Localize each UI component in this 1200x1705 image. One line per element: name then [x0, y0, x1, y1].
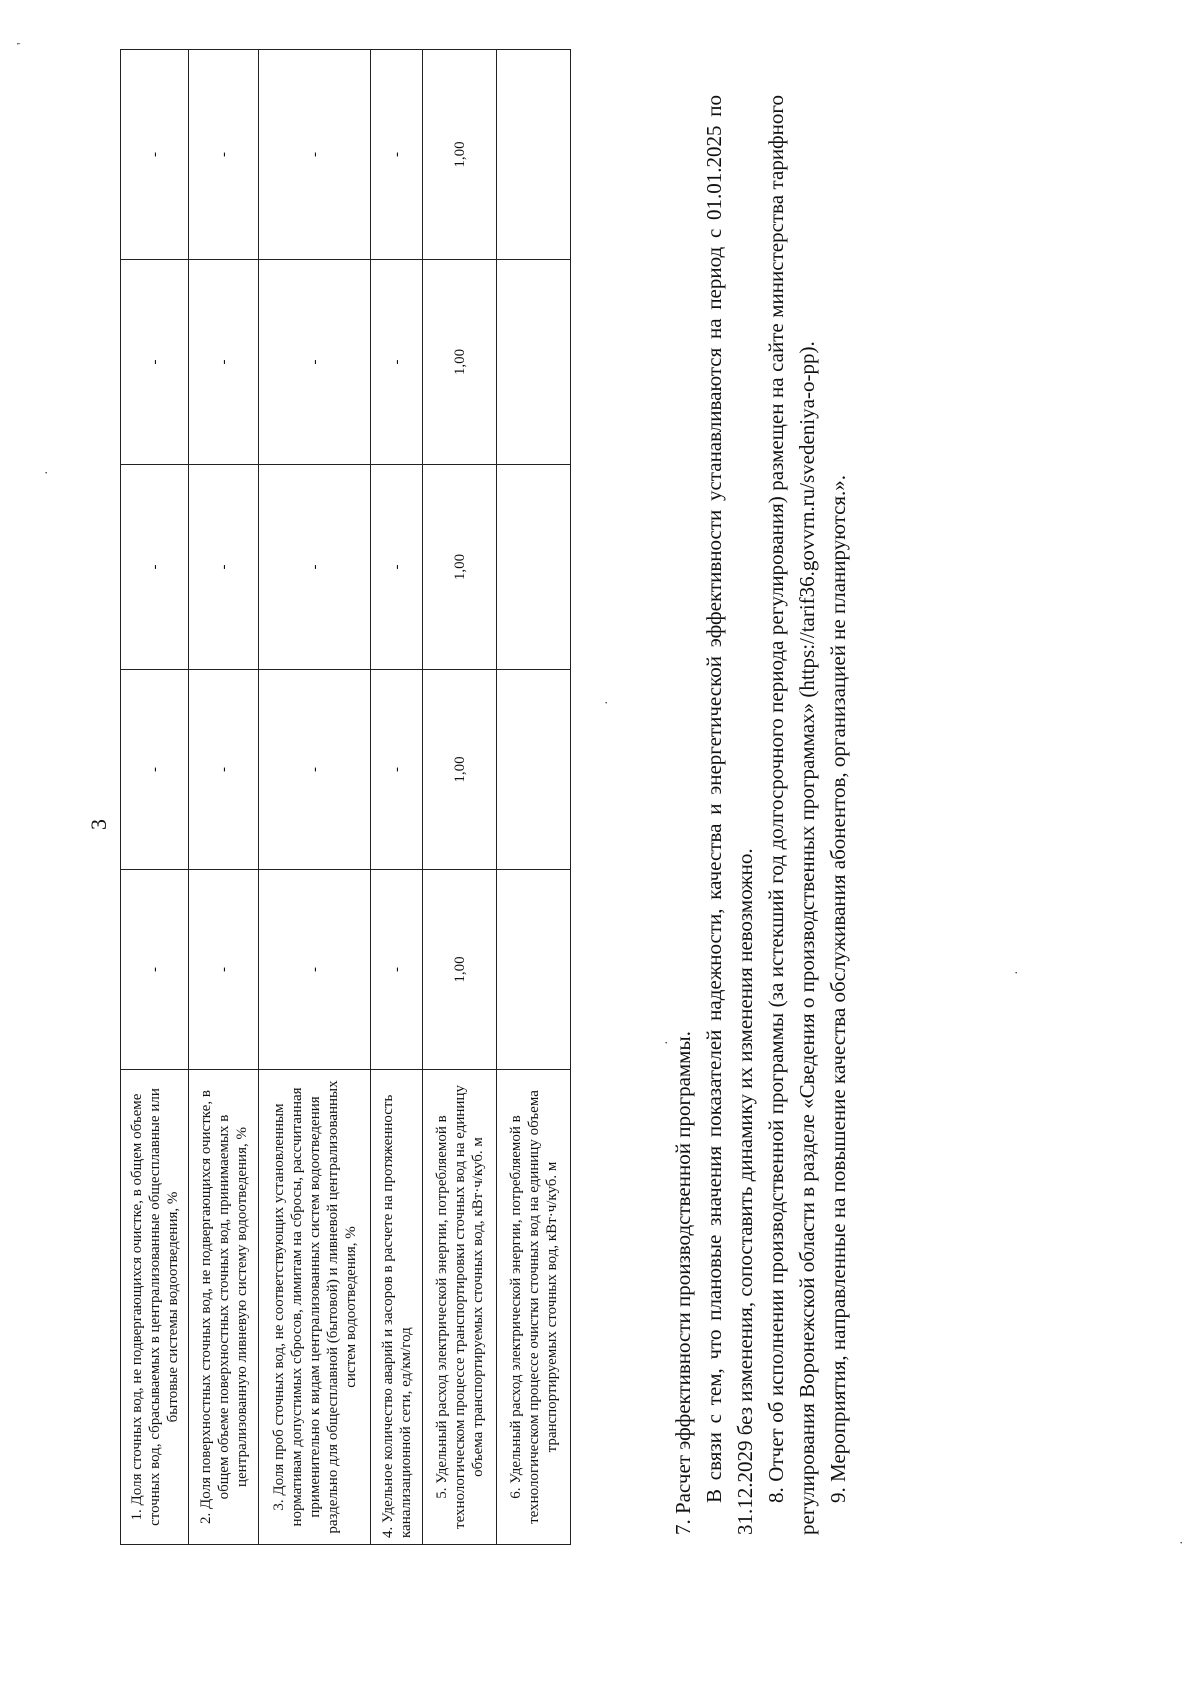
indicators-table	[120, 49, 571, 1545]
section-7-body: В связи с тем, что плановые значения показателей надежности, качества и энергетической эффективности устанавливаются на период с 01.01.2025 по 31.12.2029 без изменения, сопоставить динамику их изменения невозможно.	[702, 95, 757, 1535]
indicator-value: -	[121, 670, 189, 870]
indicator-value: 1,00	[423, 465, 497, 670]
indicator-label: 3. Доля проб сточных вод, не соответствующих установленным нормативам допустимых сбросов, лимитам на сбросы, рассчитанная применительно к видам централизованных систем водоотведения раздельно для общесплавной (бытовой) и ливневой централизованных систем водоотведения, %	[259, 1070, 371, 1545]
indicator-value	[497, 465, 571, 670]
table-row	[189, 50, 259, 1545]
indicator-value: -	[371, 670, 423, 870]
indicator-value: -	[371, 870, 423, 1070]
table-row	[121, 50, 189, 1545]
indicator-value: -	[259, 870, 371, 1070]
table-row	[371, 50, 423, 1545]
indicator-value	[497, 260, 571, 465]
indicator-value: 1,00	[423, 50, 497, 260]
indicator-value: -	[371, 260, 423, 465]
section-8-paragraph: 8. Отчет об исполнении производственной программы (за истекший год долгосрочного периода регулирования) размещен на сайте министерства тарифного регулирования Воронежской области в разделе «Сведения о производственных программах» (https://tarif36.govvrn.ru/svedeniya-o-pp).	[764, 95, 819, 1535]
indicator-value: -	[259, 670, 371, 870]
indicator-label: 5. Удельный расход электрической энергии, потребляемой в технологическом процессе транспортировки сточных вод на единицу объема транспортируемых сточных вод, кВт·ч/куб. м	[423, 1070, 497, 1545]
text-section	[668, 95, 854, 1535]
indicator-value: -	[371, 465, 423, 670]
indicator-label: 6. Удельный расход электрической энергии, потребляемой в технологическом процессе очистки сточных вод на единицу объема транспортируемых сточных вод, кВт·ч/куб. м	[497, 1070, 571, 1545]
indicator-label: 2. Доля поверхностных сточных вод, не подвергающихся очистке, в общем объеме поверхностных сточных вод, принимаемых в централизованную ливневую систему водоотведения, %	[189, 1070, 259, 1545]
section-7-title: 7. Расчет эффективности производственной программы.	[671, 1031, 695, 1535]
indicator-value: 1,00	[423, 670, 497, 870]
section-9-paragraph: 9. Мероприятия, направленные на повышение качества обслуживания абонентов, организацией не планируются.».	[826, 474, 850, 1503]
indicator-value: 1,00	[423, 260, 497, 465]
indicator-value: -	[259, 260, 371, 465]
table-row	[259, 50, 371, 1545]
indicator-value: -	[121, 260, 189, 465]
page-number: 3	[86, 819, 111, 830]
indicator-value: -	[189, 870, 259, 1070]
indicator-value: -	[371, 50, 423, 260]
indicator-value	[497, 50, 571, 260]
indicator-value	[497, 870, 571, 1070]
indicator-label: 4. Удельное количество аварий и засоров в расчете на протяженность канализационной сети, ед/км/год	[371, 1070, 423, 1545]
indicator-value: -	[121, 870, 189, 1070]
rotated-page: 3 1. Доля сточных вод, не подвергающихся очистке, в общем объеме сточных вод, сбрасываемых в централизованные общесплавные или бытовые системы водоотведения, % - - - - - 2. Доля поверхностных сточных вод, не подвергающихся очистке, в общем объеме поверхностных сточных вод, принимаемых в централизованную ливневую систему водоотведения, % - - - - - 3. Доля проб сточных вод, не соответствующих установленным нормативам допустимых сбросов, лимитам на сбросы, рассчитанная применительно к видам централизованных систем водоотведения раздельно для общесплавной (бытовой) и ливневой централизованных систем водоотведения, % - - - - - 4. Удельное количество аварий и засоров в расчете на протяженность канализационной сети, ед/км/год - - - - - 5. Удельный расход электрической энергии, потребляемой в технологическом процессе транспортировки сточных вод на единицу объема транспортируемых сточных вод, кВт·ч/куб. м 1,00 1,00 1,00 1,00 1,00 6. Удельный расход электрической энергии, потребляемой в технологическом процессе очистки сточных вод на единицу объема транспортируемых сточных вод, кВт·ч/куб. м 7. Расчет эффективности производственной программы. В связи с тем, что плановые значения показателей надежности, качества и энергетической эффективности устанавливаются на период с 01.01.2025 по 31.12.2029 без изменения, сопоставить динамику их изменения невозможно. 8. Отчет об исполнении производственной программы (за истекший год долгосрочного периода регулирования) размещен на сайте министерства тарифного регулирования Воронежской области в разделе «Сведения о производственных программах» (https://tarif36.govvrn.ru/svedeniya-o-pp). 9. Мероприятия, направленные на повышение качества обслуживания абонентов, организацией не планируются.». ' · · · · ·	[15, 42, 1190, 1545]
indicator-value: -	[189, 50, 259, 260]
indicator-value: 1,00	[423, 870, 497, 1070]
table-row	[423, 50, 497, 1545]
indicator-value: -	[121, 50, 189, 260]
indicator-value: -	[121, 465, 189, 670]
indicator-value: -	[189, 465, 259, 670]
indicator-value: -	[259, 50, 371, 260]
indicator-value: -	[189, 670, 259, 870]
indicator-value: -	[189, 260, 259, 465]
indicator-label: 1. Доля сточных вод, не подвергающихся очистке, в общем объеме сточных вод, сбрасываемых в централизованные общесплавные или бытовые системы водоотведения, %	[121, 1070, 189, 1545]
table-row	[497, 50, 571, 1545]
indicator-value: -	[259, 465, 371, 670]
indicator-value	[497, 670, 571, 870]
